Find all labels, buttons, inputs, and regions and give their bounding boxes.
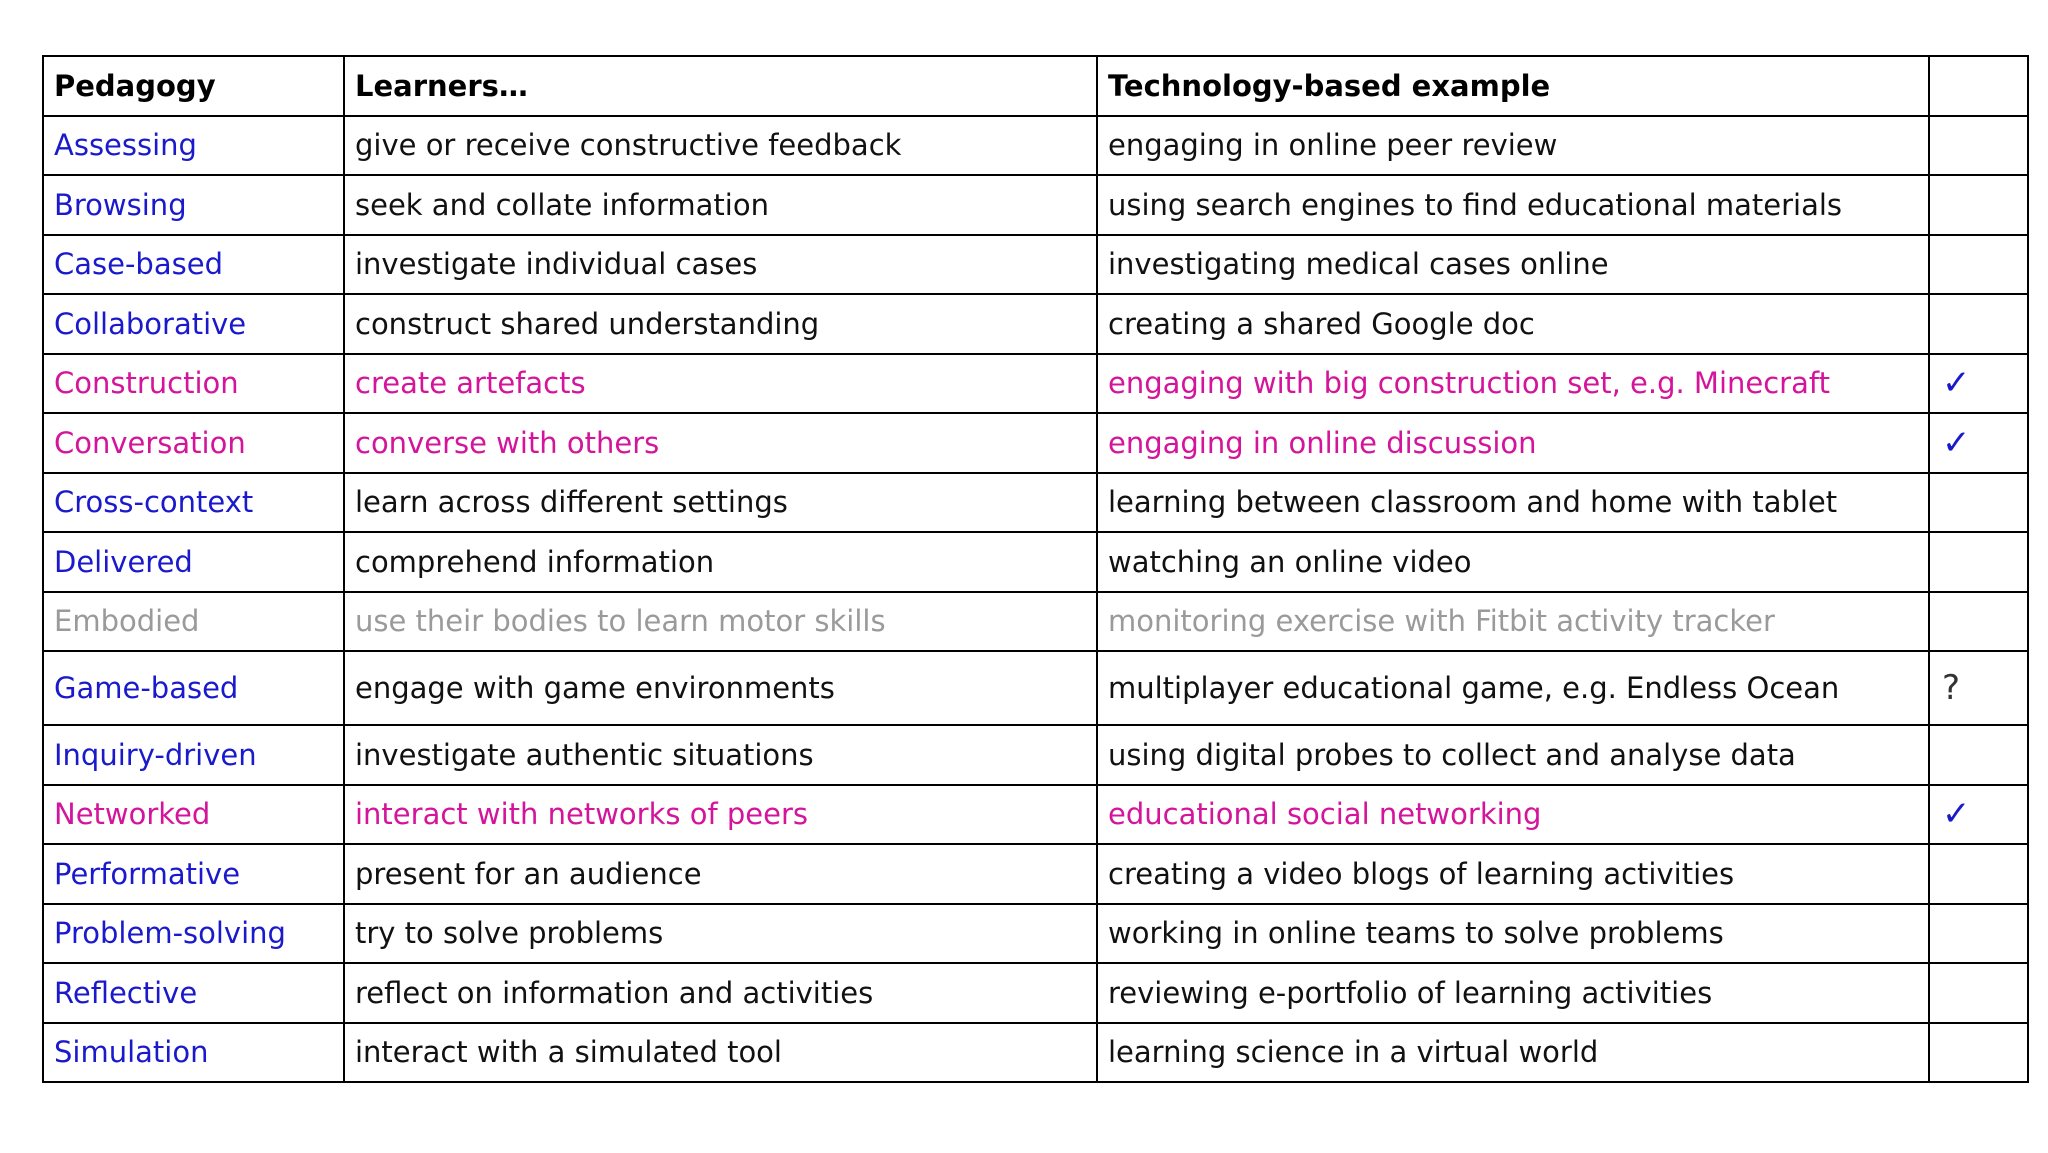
example-cell: engaging in online discussion [1097, 413, 1929, 473]
table-row [43, 844, 2028, 904]
mark-cell [1929, 532, 2028, 592]
learners-cell: use their bodies to learn motor skills [344, 592, 1097, 652]
learners-cell: try to solve problems [344, 904, 1097, 964]
pedagogy-cell: Problem-solving [43, 904, 344, 964]
header-example: Technology-based example [1097, 56, 1929, 116]
pedagogy-cell: Inquiry-driven [43, 725, 344, 785]
example-cell: creating a video blogs of learning activities [1097, 844, 1929, 904]
mark-cell [1929, 473, 2028, 533]
mark-cell [1929, 1023, 2028, 1083]
mark-cell [1929, 235, 2028, 295]
table-row [43, 116, 2028, 176]
example-cell: using search engines to find educational materials [1097, 175, 1929, 235]
pedagogy-cell: Networked [43, 785, 344, 845]
learners-cell: learn across different settings [344, 473, 1097, 533]
question-mark: ? [1929, 651, 2028, 725]
table-row [43, 592, 2028, 652]
example-cell: learning between classroom and home with tablet [1097, 473, 1929, 533]
table-row [43, 785, 2028, 845]
learners-cell: converse with others [344, 413, 1097, 473]
example-cell: working in online teams to solve problems [1097, 904, 1929, 964]
pedagogy-cell: Construction [43, 354, 344, 414]
table-row [43, 235, 2028, 295]
table-body [43, 116, 2028, 1083]
example-cell: watching an online video [1097, 532, 1929, 592]
pedagogy-table [42, 55, 2029, 1083]
header-row [43, 56, 2028, 116]
header-mark [1929, 56, 2028, 116]
learners-cell: comprehend information [344, 532, 1097, 592]
table-row [43, 473, 2028, 533]
table-row [43, 175, 2028, 235]
example-cell: engaging in online peer review [1097, 116, 1929, 176]
table-row [43, 1023, 2028, 1083]
pedagogy-cell: Reflective [43, 963, 344, 1023]
pedagogy-cell: Performative [43, 844, 344, 904]
mark-cell [1929, 294, 2028, 354]
example-cell: multiplayer educational game, e.g. Endless Ocean [1097, 651, 1929, 725]
pedagogy-cell: Cross-context [43, 473, 344, 533]
header-learners: Learners… [344, 56, 1097, 116]
learners-cell: seek and collate information [344, 175, 1097, 235]
pedagogy-cell: Game-based [43, 651, 344, 725]
learners-cell: present for an audience [344, 844, 1097, 904]
check-icon: ✓ [1929, 354, 2028, 414]
table-container [42, 55, 2029, 1083]
check-icon: ✓ [1929, 413, 2028, 473]
example-cell: creating a shared Google doc [1097, 294, 1929, 354]
learners-cell: interact with a simulated tool [344, 1023, 1097, 1083]
learners-cell: interact with networks of peers [344, 785, 1097, 845]
check-icon: ✓ [1929, 785, 2028, 845]
example-cell: engaging with big construction set, e.g. Minecraft [1097, 354, 1929, 414]
learners-cell: give or receive constructive feedback [344, 116, 1097, 176]
pedagogy-cell: Browsing [43, 175, 344, 235]
mark-cell [1929, 844, 2028, 904]
table-row [43, 963, 2028, 1023]
example-cell: learning science in a virtual world [1097, 1023, 1929, 1083]
example-cell: investigating medical cases online [1097, 235, 1929, 295]
table-row [43, 651, 2028, 725]
pedagogy-cell: Simulation [43, 1023, 344, 1083]
pedagogy-cell: Delivered [43, 532, 344, 592]
mark-cell [1929, 725, 2028, 785]
table-row [43, 294, 2028, 354]
pedagogy-cell: Case-based [43, 235, 344, 295]
mark-cell [1929, 592, 2028, 652]
pedagogy-cell: Embodied [43, 592, 344, 652]
learners-cell: construct shared understanding [344, 294, 1097, 354]
mark-cell [1929, 904, 2028, 964]
learners-cell: investigate authentic situations [344, 725, 1097, 785]
example-cell: monitoring exercise with Fitbit activity tracker [1097, 592, 1929, 652]
example-cell: reviewing e-portfolio of learning activities [1097, 963, 1929, 1023]
learners-cell: investigate individual cases [344, 235, 1097, 295]
learners-cell: reflect on information and activities [344, 963, 1097, 1023]
table-row [43, 413, 2028, 473]
learners-cell: engage with game environments [344, 651, 1097, 725]
learners-cell: create artefacts [344, 354, 1097, 414]
pedagogy-cell: Assessing [43, 116, 344, 176]
table-row [43, 904, 2028, 964]
header-pedagogy: Pedagogy [43, 56, 344, 116]
table-row [43, 725, 2028, 785]
table-row [43, 354, 2028, 414]
mark-cell [1929, 175, 2028, 235]
mark-cell [1929, 116, 2028, 176]
mark-cell [1929, 963, 2028, 1023]
pedagogy-cell: Conversation [43, 413, 344, 473]
table-row [43, 532, 2028, 592]
pedagogy-cell: Collaborative [43, 294, 344, 354]
example-cell: using digital probes to collect and analyse data [1097, 725, 1929, 785]
example-cell: educational social networking [1097, 785, 1929, 845]
